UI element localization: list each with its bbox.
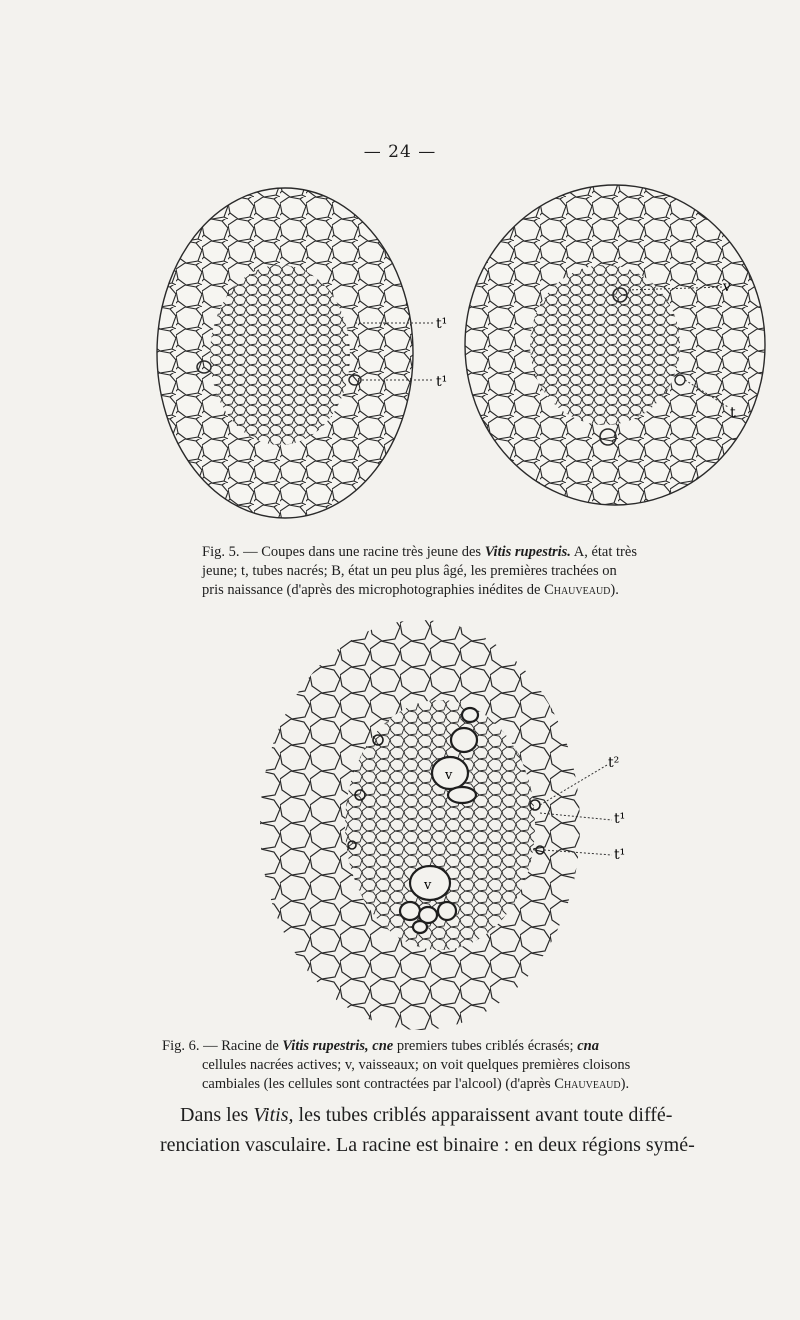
label-t1-upper: t¹ (436, 316, 448, 332)
label-v: v (723, 279, 731, 295)
label-t1-a: t¹ (614, 811, 626, 827)
page-number: — 24 — (363, 142, 437, 162)
body-line1-a: Dans les (180, 1104, 249, 1126)
body-line1-genus: Vitis, (253, 1104, 294, 1126)
body-paragraph (160, 1100, 740, 1160)
label-t: t (730, 405, 736, 421)
caption-5-author: Chauveaud). (544, 582, 619, 598)
caption-5-line2: jeune; t, tubes nacrés; B, état un peu plus âgé, les premières trachées on (202, 563, 617, 579)
label-t1-lower: t¹ (436, 374, 448, 390)
label-v-upper: v (445, 768, 453, 783)
label-t2: t² (608, 755, 620, 771)
section-6 (250, 615, 650, 1040)
caption-6-abbrev2: cna (577, 1038, 599, 1054)
caption-5-text-b: A, état très (573, 544, 637, 560)
caption-6-text-a: — Racine de (203, 1038, 279, 1054)
figure-6 (250, 615, 650, 1040)
figure-5 (150, 175, 770, 535)
caption-6-line2: cellules nacrées actives; v, vaisseaux; on voit quelques premières cloisons (202, 1057, 631, 1073)
caption-6-line3: cambiales (les cellules sont contractées par l'alcool) (d'après (202, 1076, 551, 1092)
caption-6-species: Vitis rupestris, (282, 1038, 369, 1054)
caption-5-line3: pris naissance (d'après des microphotographies inédites de (202, 582, 541, 598)
caption-6-text-b: premiers tubes criblés écrasés; (396, 1038, 574, 1054)
section-a (150, 175, 430, 535)
section-b (450, 175, 770, 535)
body-line2: renciation vasculaire. La racine est binaire : en deux régions symé- (160, 1134, 695, 1156)
body-line1-b: les tubes criblés apparaissent avant toute diffé- (298, 1104, 673, 1126)
caption-6-prefix: Fig. 6. (162, 1038, 200, 1054)
figure-6-caption (162, 1037, 740, 1094)
caption-6-abbrev: cne (372, 1038, 394, 1054)
caption-5-species: Vitis rupestris. (484, 544, 571, 560)
caption-5-prefix: Fig. 5. (202, 544, 240, 560)
label-v-lower: v (424, 878, 432, 893)
label-t1-b: t¹ (614, 847, 626, 863)
caption-5-text-a: — Coupes dans une racine très jeune des (243, 544, 482, 560)
figure-5-illustration (150, 175, 770, 535)
caption-6-author: Chauveaud). (554, 1076, 630, 1092)
figure-5-caption (162, 543, 737, 600)
figure-6-illustration (250, 615, 650, 1040)
